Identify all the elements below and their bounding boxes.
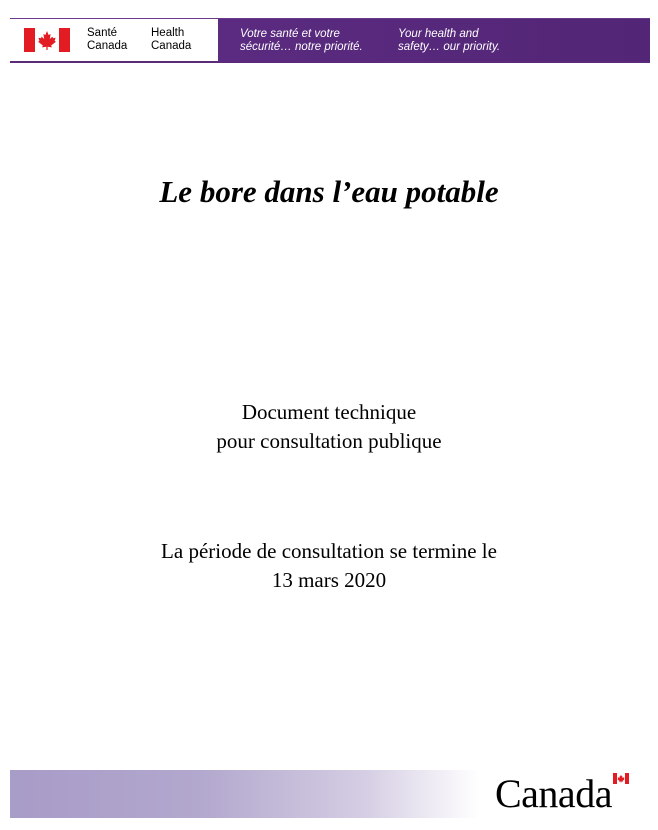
consult-line1: La période de consultation se termine le bbox=[161, 539, 497, 563]
subtitle-line1: Document technique bbox=[241, 400, 417, 424]
subtitle-line2: pour consultation publique bbox=[216, 429, 442, 453]
slogan-en-line2: safety… our priority. bbox=[398, 41, 501, 53]
dept-fr-line1: Santé bbox=[87, 27, 118, 39]
slogan-fr-line1: Votre santé et votre bbox=[240, 28, 340, 40]
department-name-en bbox=[151, 27, 191, 53]
dept-en-line1: Health bbox=[151, 27, 185, 39]
canada-wordmark bbox=[495, 770, 635, 816]
slogan-en-line1: Your health and bbox=[398, 28, 479, 40]
wordmark-flag-icon bbox=[613, 773, 629, 784]
wordmark-text: Canada bbox=[495, 771, 612, 816]
slogan-fr bbox=[240, 28, 363, 54]
footer-gradient-bar bbox=[10, 770, 480, 818]
slogan-en bbox=[398, 28, 500, 54]
dept-en-line2: Canada bbox=[151, 40, 192, 52]
document-subtitle bbox=[0, 398, 658, 456]
document-title: Le bore dans l’eau potable bbox=[159, 174, 499, 209]
consult-date: 13 mars 2020 bbox=[271, 568, 387, 592]
department-name-fr bbox=[87, 27, 127, 53]
slogan-fr-line2: sécurité… notre priorité. bbox=[240, 41, 363, 53]
canada-flag-icon bbox=[24, 28, 70, 52]
fip-header bbox=[10, 18, 650, 63]
department-signature bbox=[10, 19, 217, 61]
dept-fr-line2: Canada bbox=[87, 40, 128, 52]
slogan-banner bbox=[218, 19, 650, 61]
consultation-notice bbox=[0, 537, 658, 595]
